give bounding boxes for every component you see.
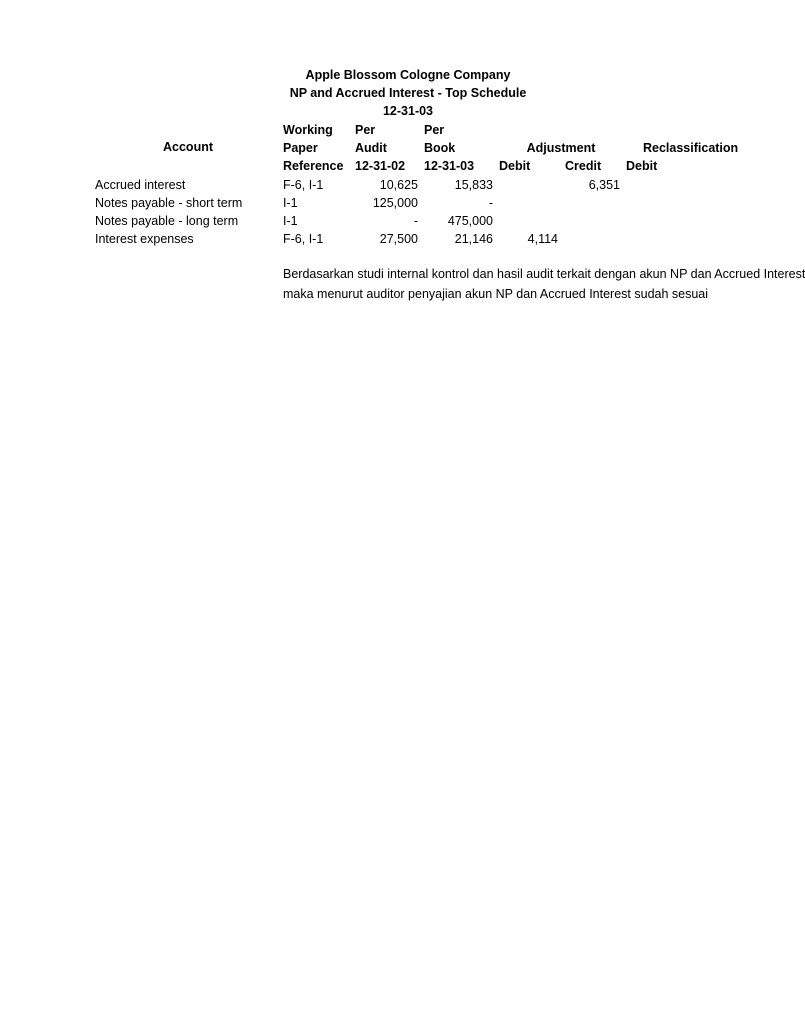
row-3-book: 475,000 bbox=[447, 214, 493, 228]
header-book-1: Per bbox=[424, 123, 445, 137]
row-1-ref: F-6, I-1 bbox=[283, 178, 324, 192]
row-4-account: Interest expenses bbox=[95, 232, 194, 246]
row-2-audit: 125,000 bbox=[372, 196, 418, 210]
row-3-ref: I-1 bbox=[283, 214, 298, 228]
audit-note-line-2: maka menurut auditor penyajian akun NP dan Accrued Interest sudah sesuai bbox=[283, 287, 709, 301]
row-1-audit: 10,625 bbox=[379, 178, 418, 192]
header-audit-1: Per bbox=[355, 123, 376, 137]
row-2-account: Notes payable - short term bbox=[95, 196, 243, 210]
row-3-account: Notes payable - long term bbox=[95, 214, 239, 228]
schedule-title: NP and Accrued Interest - Top Schedule bbox=[289, 86, 527, 100]
row-4-debit: 4,114 bbox=[527, 232, 558, 246]
header-audit-3: 12-31-02 bbox=[355, 159, 406, 173]
row-2-ref: I-1 bbox=[283, 196, 298, 210]
row-1-account: Accrued interest bbox=[95, 178, 186, 192]
header-reclassification: Reclassification bbox=[643, 141, 739, 155]
row-1-credit: 6,351 bbox=[588, 178, 620, 192]
header-wp-2: Paper bbox=[283, 141, 318, 155]
header-adj-credit: Credit bbox=[565, 159, 602, 173]
header-wp-3: Reference bbox=[283, 159, 344, 173]
header-reclass-debit: Debit bbox=[626, 159, 658, 173]
row-1-book: 15,833 bbox=[454, 178, 493, 192]
row-4-ref: F-6, I-1 bbox=[283, 232, 324, 246]
row-4-audit: 27,500 bbox=[379, 232, 418, 246]
row-3-audit: - bbox=[413, 214, 418, 228]
header-adjustment: Adjustment bbox=[526, 141, 596, 155]
header-adj-debit: Debit bbox=[499, 159, 531, 173]
company-title: Apple Blossom Cologne Company bbox=[305, 68, 511, 82]
audit-note-line-1: Berdasarkan studi internal kontrol dan hasil audit terkait dengan akun NP dan Accrued Interest bbox=[283, 267, 805, 281]
row-2-book: - bbox=[488, 196, 493, 210]
header-audit-2: Audit bbox=[355, 141, 387, 155]
header-book-3: 12-31-03 bbox=[424, 159, 475, 173]
row-4-book: 21,146 bbox=[454, 232, 493, 246]
header-book-2: Book bbox=[424, 141, 456, 155]
schedule-date: 12-31-03 bbox=[382, 104, 434, 118]
header-account: Account bbox=[163, 140, 213, 154]
header-wp-1: Working bbox=[283, 123, 333, 137]
